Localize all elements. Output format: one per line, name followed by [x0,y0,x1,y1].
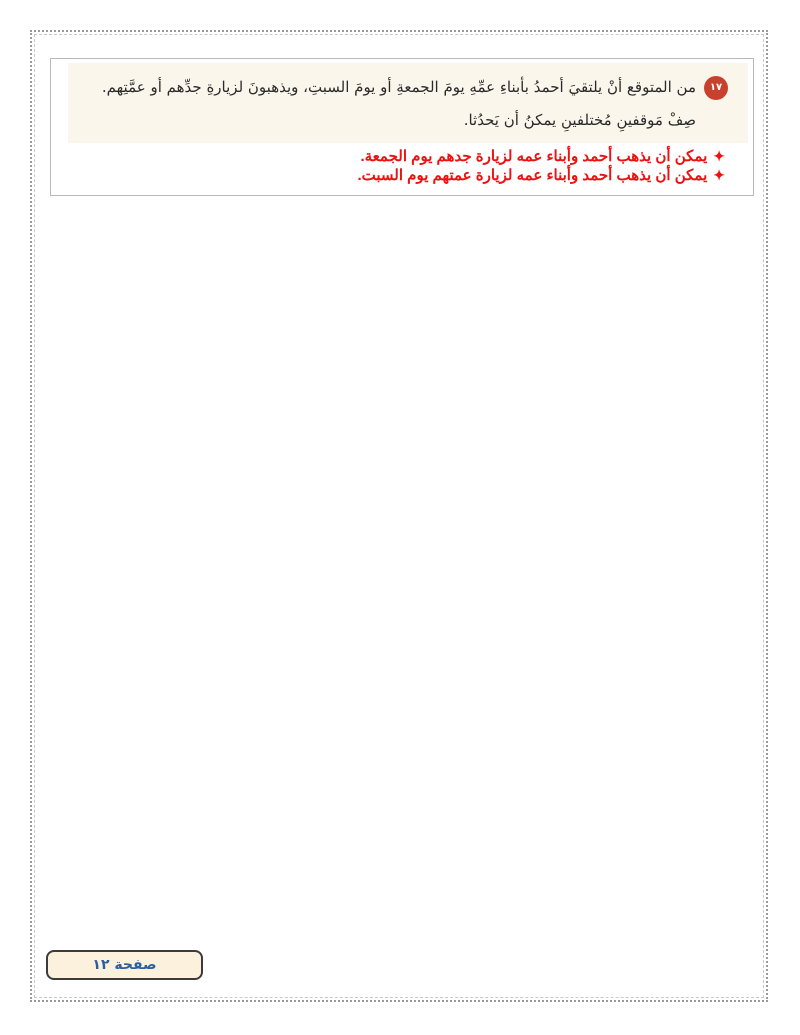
answer-text: يمكن أن يذهب أحمد وأبناء عمه لزيارة جدهم يوم الجمعة. [360,148,708,165]
question-box [50,58,754,196]
question-text-line-2: صِفْ مَوقفينِ مُختلفينِ يمكنُ أن يَحدُثا. [463,111,696,129]
question-panel [68,63,748,143]
page-number-badge: صفحة ١٢ [46,950,203,980]
answer-item [357,147,725,166]
answers-list [357,147,725,185]
question-text-line-1: من المتوقع أنْ يلتقيَ أحمدُ بأبناءِ عمِّهِ يومَ الجمعةِ أو يومَ السبتِ، ويذهبونَ لزيارةِ جدِّهم أو عمَّتِهم. [101,78,696,96]
answer-text: يمكن أن يذهب أحمد وأبناء عمه لزيارة عمتهم يوم السبت. [357,167,708,184]
star-bullet-icon: ✦ [713,167,725,183]
question-number-badge: ١٧ [704,76,728,100]
answer-item [357,166,725,185]
star-bullet-icon: ✦ [713,148,725,164]
